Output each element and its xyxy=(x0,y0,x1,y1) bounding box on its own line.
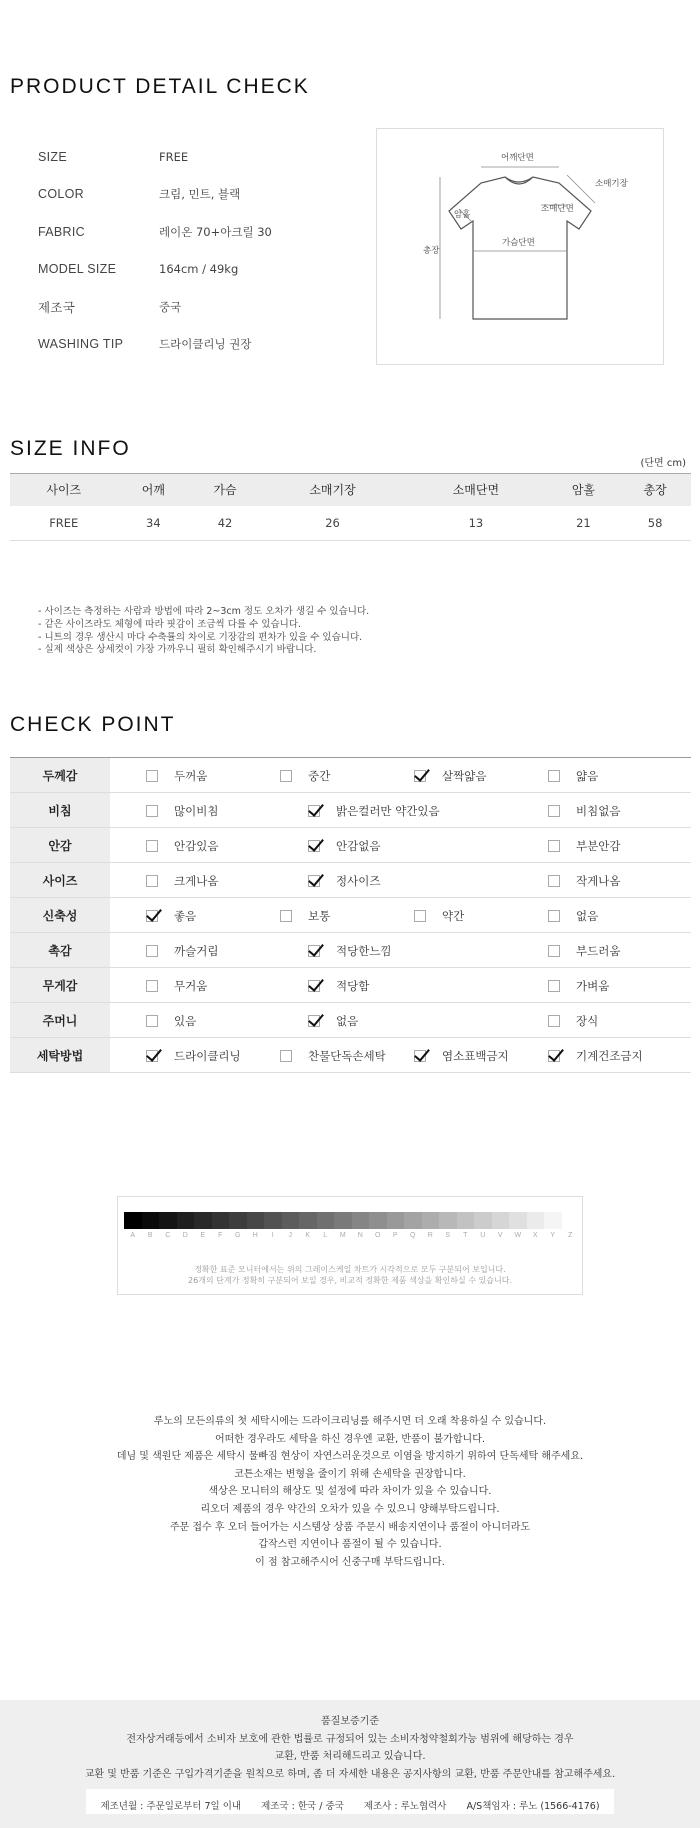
size-cell: 13 xyxy=(404,506,547,541)
notice-line: 데님 및 색원단 제품은 세탁시 물빠짐 현상이 자연스러운것으로 이염을 방지하기 위하여 단독세탁 해주세요. xyxy=(116,1451,584,1463)
gray-letter: X xyxy=(532,1232,538,1239)
detail-row xyxy=(38,326,358,364)
check-point-title: CHECK POINT xyxy=(10,713,176,736)
check-label: 세탁방법 xyxy=(10,1038,110,1072)
detail-row xyxy=(38,288,358,326)
detail-key: MODEL SIZE xyxy=(38,262,117,277)
check-option[interactable] xyxy=(308,968,369,1003)
checked-checkbox-icon[interactable] xyxy=(548,1050,560,1062)
notice-line: 이 점 참고해주시어 신중구매 부탁드립니다. xyxy=(255,1556,445,1568)
gray-letter: T xyxy=(463,1232,468,1239)
size-header-cell: 암홀 xyxy=(548,474,620,506)
gray-letter: C xyxy=(165,1232,171,1239)
diagram-shoulder-label: 어깨단면 xyxy=(501,153,534,163)
unit-label: (단면 cm) xyxy=(640,458,686,469)
gray-letter: E xyxy=(200,1232,206,1239)
gray-swatch xyxy=(527,1212,545,1229)
check-option[interactable] xyxy=(146,793,218,828)
checkbox-icon[interactable] xyxy=(146,1015,158,1027)
checked-checkbox-icon[interactable] xyxy=(308,1015,320,1027)
detail-value: 크림, 민트, 블랙 xyxy=(159,187,241,202)
checkbox-icon[interactable] xyxy=(414,910,426,922)
check-option[interactable] xyxy=(146,933,218,968)
checkbox-icon[interactable] xyxy=(146,840,158,852)
note-line: - 니트의 경우 생산시 마다 수축률의 차이로 기장감의 편차가 있을 수 있습니다. xyxy=(38,631,363,643)
detail-table xyxy=(38,138,358,363)
gray-swatch xyxy=(509,1212,527,1229)
footer-line: 전자상거래등에서 소비자 보호에 관한 법률로 규정되어 있는 소비자청약철회가능 범위에 해당하는 경우 xyxy=(126,1733,574,1745)
gray-letter: W xyxy=(514,1232,522,1239)
gray-swatch xyxy=(247,1212,265,1229)
footer-meta-item: 제조국 : 한국 / 중국 xyxy=(261,1801,344,1812)
checkbox-icon[interactable] xyxy=(146,770,158,782)
size-info-title: SIZE INFO xyxy=(10,437,131,460)
gray-letter: L xyxy=(323,1232,328,1239)
size-table xyxy=(10,473,691,541)
gray-letter: Y xyxy=(550,1232,556,1239)
checkbox-icon[interactable] xyxy=(548,770,560,782)
check-option[interactable] xyxy=(280,758,330,793)
check-label: 무게감 xyxy=(10,968,110,1002)
check-option[interactable] xyxy=(146,828,218,863)
gray-swatch xyxy=(142,1212,160,1229)
gray-letter: Z xyxy=(568,1232,573,1239)
gray-swatch xyxy=(124,1212,142,1229)
size-header-cell: 소매단면 xyxy=(404,474,547,506)
checked-checkbox-icon[interactable] xyxy=(308,980,320,992)
checkbox-icon[interactable] xyxy=(548,980,560,992)
check-option-label: 가벼움 xyxy=(576,978,610,993)
detail-value: 164cm / 49kg xyxy=(159,262,239,277)
gray-letter: P xyxy=(392,1232,398,1239)
size-header-cell: 소매기장 xyxy=(261,474,404,506)
footer-line: 품질보증기준 xyxy=(321,1716,379,1727)
detail-row xyxy=(38,176,358,214)
check-option[interactable] xyxy=(548,863,620,898)
checkbox-icon[interactable] xyxy=(548,840,560,852)
detail-value: FREE xyxy=(159,149,189,164)
size-cell: 58 xyxy=(619,506,691,541)
check-option-label: 정사이즈 xyxy=(336,873,381,888)
size-cell: FREE xyxy=(10,506,118,541)
gray-swatch xyxy=(264,1212,282,1229)
check-option[interactable] xyxy=(308,863,380,898)
check-option-label: 장식 xyxy=(576,1013,599,1028)
grayscale-strip xyxy=(124,1212,579,1229)
gray-swatch xyxy=(562,1212,580,1229)
size-header-cell: 사이즈 xyxy=(10,474,118,506)
check-option[interactable] xyxy=(548,968,609,1003)
gray-letter: V xyxy=(497,1232,503,1239)
checked-checkbox-icon[interactable] xyxy=(308,805,320,817)
gray-letter: K xyxy=(305,1232,311,1239)
checked-checkbox-icon[interactable] xyxy=(308,945,320,957)
check-option-label: 비침없음 xyxy=(576,803,621,818)
checkbox-icon[interactable] xyxy=(146,805,158,817)
gray-letter: G xyxy=(235,1232,241,1239)
check-label: 촉감 xyxy=(10,933,110,967)
checkbox-icon[interactable] xyxy=(548,875,560,887)
checkbox-icon[interactable] xyxy=(280,770,292,782)
checkbox-icon[interactable] xyxy=(146,945,158,957)
checked-checkbox-icon[interactable] xyxy=(146,1050,158,1062)
size-cell: 42 xyxy=(189,506,261,541)
check-option-label: 밝은컬러만 약간있음 xyxy=(336,803,440,818)
gray-swatch xyxy=(387,1212,405,1229)
size-cell: 26 xyxy=(261,506,404,541)
check-option[interactable] xyxy=(548,1038,643,1073)
gray-letter: M xyxy=(339,1232,346,1239)
check-row xyxy=(10,793,691,828)
check-row xyxy=(10,968,691,1003)
gray-swatch xyxy=(474,1212,492,1229)
check-option-label: 약간 xyxy=(442,908,465,923)
size-diagram xyxy=(376,128,664,365)
check-row xyxy=(10,1003,691,1038)
gray-letter: O xyxy=(375,1232,381,1239)
grayscale-note-1: 정확한 표준 모니터에서는 위의 그레이스케일 차트가 시각적으로 모두 구분되어 보입니다. xyxy=(194,1265,506,1274)
checked-checkbox-icon[interactable] xyxy=(414,770,426,782)
gray-swatch xyxy=(229,1212,247,1229)
footer-meta-item: A/S책임자 : 루노 (1566-4176) xyxy=(466,1801,600,1812)
gray-swatch xyxy=(177,1212,195,1229)
grayscale-note-2: 26개의 단계가 정확히 구분되어 보일 경우, 비교적 정확한 제품 색상을 확인하실 수 있습니다. xyxy=(188,1276,512,1285)
checkbox-icon[interactable] xyxy=(548,805,560,817)
check-option-label: 찬물단독손세탁 xyxy=(308,1048,386,1063)
footer xyxy=(0,1700,700,1828)
gray-letter: I xyxy=(271,1232,274,1239)
check-option[interactable] xyxy=(308,828,380,863)
notice-line: 어떠한 경우라도 세탁을 하신 경우엔 교환, 반품이 불가합니다. xyxy=(214,1433,486,1445)
footer-line: 교환 및 반품 기준은 구입가격기준을 원칙으로 하며, 좀 더 자세한 내용은 공지사항의 교환, 반품 주문안내를 참고해주세요. xyxy=(84,1768,616,1780)
gray-letter: J xyxy=(288,1232,292,1239)
detail-key: WASHING TIP xyxy=(38,337,124,352)
gray-swatch xyxy=(159,1212,177,1229)
check-option[interactable] xyxy=(548,933,620,968)
check-row xyxy=(10,828,691,863)
notice-line: 주문 접수 후 오더 들어가는 시스템상 상품 주문시 배송지연이나 품절이 아니더라도 xyxy=(169,1521,531,1533)
notice-line: 리오더 제품의 경우 약간의 오차가 있을 수 있으니 양해부탁드립니다. xyxy=(200,1503,500,1515)
check-label: 주머니 xyxy=(10,1003,110,1037)
diagram-sleeve-length-label: 소매기장 xyxy=(595,179,628,189)
gray-letter: H xyxy=(252,1232,258,1239)
footer-line: 교환, 반품 처리해드리고 있습니다. xyxy=(274,1751,426,1762)
check-option-label: 크게나옴 xyxy=(174,873,219,888)
diagram-length-label: 총장 xyxy=(423,246,440,256)
size-notes xyxy=(38,606,369,657)
care-notice xyxy=(0,1413,700,1571)
notice-line: 갑작스런 지연이나 품절이 될 수 있습니다. xyxy=(258,1539,442,1551)
detail-row xyxy=(38,251,358,289)
check-row xyxy=(10,863,691,898)
detail-value: 중국 xyxy=(159,299,182,314)
detail-key: COLOR xyxy=(38,187,84,202)
check-point-table xyxy=(10,757,691,1073)
check-option[interactable] xyxy=(548,758,598,793)
check-option[interactable] xyxy=(414,1038,509,1073)
check-option-label: 적당함 xyxy=(336,978,370,993)
detail-key: SIZE xyxy=(38,149,67,164)
check-option-label: 두꺼움 xyxy=(174,768,208,783)
gray-swatch xyxy=(544,1212,562,1229)
gray-swatch xyxy=(317,1212,335,1229)
gray-letter: Q xyxy=(410,1232,416,1239)
notice-line: 루노의 모든의류의 첫 세탁시에는 드라이크리닝를 해주시면 더 오래 착용하실 수 있습니다. xyxy=(153,1416,547,1427)
check-option-label: 부분안감 xyxy=(576,838,621,853)
checkbox-icon[interactable] xyxy=(548,1015,560,1027)
check-option-label: 염소표백금지 xyxy=(442,1048,509,1063)
size-header-cell: 어깨 xyxy=(118,474,190,506)
checkbox-icon[interactable] xyxy=(146,875,158,887)
detail-key: 제조국 xyxy=(38,300,76,315)
check-option[interactable] xyxy=(308,793,440,828)
note-line: - 같은 사이즈라도 체형에 따라 핏감이 조금씩 다를 수 있습니다. xyxy=(38,618,302,630)
note-line: - 실제 색상은 상세컷이 가장 가까우니 필히 확인해주시기 바랍니다. xyxy=(38,644,317,656)
detail-row xyxy=(38,138,358,176)
check-option[interactable] xyxy=(414,898,464,933)
check-option-label: 까슬거림 xyxy=(174,943,219,958)
checkbox-icon[interactable] xyxy=(146,980,158,992)
diagram-armhole-label: 암홀 xyxy=(454,210,471,220)
note-line: - 사이즈는 측정하는 사람과 방법에 따라 2~3cm 정도 오차가 생길 수 있습니다. xyxy=(38,606,370,617)
notice-line: 색상은 모니터의 해상도 및 설정에 따라 차이가 있을 수 있습니다. xyxy=(208,1486,492,1498)
check-option-label: 드라이클리닝 xyxy=(174,1048,241,1063)
gray-letter: A xyxy=(130,1232,136,1239)
check-row xyxy=(10,758,691,793)
check-option-label: 좋음 xyxy=(174,908,197,923)
checked-checkbox-icon[interactable] xyxy=(146,910,158,922)
gray-letter: D xyxy=(182,1232,188,1239)
check-option-label: 무거움 xyxy=(174,978,208,993)
footer-meta-item: 제조년월 : 주문일로부터 7일 이내 xyxy=(100,1801,242,1812)
check-label: 비침 xyxy=(10,793,110,827)
detail-value: 드라이클리닝 권장 xyxy=(159,337,252,352)
gray-swatch xyxy=(404,1212,422,1229)
gray-swatch xyxy=(369,1212,387,1229)
gray-letter: U xyxy=(480,1232,486,1239)
check-label: 신축성 xyxy=(10,898,110,932)
checked-checkbox-icon[interactable] xyxy=(414,1050,426,1062)
check-option[interactable] xyxy=(146,968,207,1003)
checkbox-icon[interactable] xyxy=(280,910,292,922)
notice-line: 코튼소재는 변형을 줄이기 위해 손세탁을 권장합니다. xyxy=(234,1468,466,1480)
diagram-sleeve-width-label: 소매단면 xyxy=(541,204,574,214)
check-option[interactable] xyxy=(146,898,196,933)
gray-swatch xyxy=(299,1212,317,1229)
check-option[interactable] xyxy=(146,1038,241,1073)
check-option[interactable] xyxy=(548,793,620,828)
grayscale-chart xyxy=(117,1196,583,1295)
check-option[interactable] xyxy=(146,863,218,898)
check-option[interactable] xyxy=(280,1038,386,1073)
gray-swatch xyxy=(422,1212,440,1229)
check-option-label: 살짝얇음 xyxy=(442,768,487,783)
size-cell: 34 xyxy=(118,506,190,541)
check-label: 안감 xyxy=(10,828,110,862)
detail-key: FABRIC xyxy=(38,224,85,239)
checkbox-icon[interactable] xyxy=(548,945,560,957)
check-option-label: 얇음 xyxy=(576,768,599,783)
gray-swatch xyxy=(492,1212,510,1229)
check-option-label: 부드러움 xyxy=(576,943,621,958)
size-header-cell: 가슴 xyxy=(189,474,261,506)
grayscale-letters xyxy=(124,1232,579,1239)
check-option-label: 기계건조금지 xyxy=(576,1048,643,1063)
check-option[interactable] xyxy=(548,898,598,933)
check-label: 사이즈 xyxy=(10,863,110,897)
check-row xyxy=(10,933,691,968)
gray-letter: R xyxy=(427,1232,433,1239)
checkbox-icon[interactable] xyxy=(548,910,560,922)
gray-letter: N xyxy=(357,1232,363,1239)
gray-swatch xyxy=(352,1212,370,1229)
check-option-label: 있음 xyxy=(174,1013,197,1028)
check-option-label: 적당한느낌 xyxy=(336,943,392,958)
check-option[interactable] xyxy=(146,1003,196,1038)
check-option-label: 없음 xyxy=(576,908,599,923)
footer-meta-item: 제조사 : 루노협력사 xyxy=(363,1801,447,1812)
gray-swatch xyxy=(282,1212,300,1229)
gray-letter: F xyxy=(218,1232,223,1239)
gray-swatch xyxy=(439,1212,457,1229)
gray-letter: S xyxy=(445,1232,451,1239)
detail-row xyxy=(38,213,358,251)
check-option-label: 안감있음 xyxy=(174,838,219,853)
size-header-cell: 총장 xyxy=(619,474,691,506)
check-option-label: 없음 xyxy=(336,1013,359,1028)
check-row xyxy=(10,898,691,933)
check-row xyxy=(10,1038,691,1073)
check-option-label: 안감없음 xyxy=(336,838,381,853)
checked-checkbox-icon[interactable] xyxy=(308,875,320,887)
tshirt-diagram-icon xyxy=(377,129,665,366)
check-label: 두께감 xyxy=(10,758,110,792)
check-option[interactable] xyxy=(548,828,620,863)
check-option[interactable] xyxy=(146,758,207,793)
detail-value: 레이온 70+아크릴 30 xyxy=(159,224,272,239)
product-detail-title: PRODUCT DETAIL CHECK xyxy=(10,75,310,98)
gray-swatch xyxy=(457,1212,475,1229)
check-option[interactable] xyxy=(308,1003,358,1038)
check-option-label: 보통 xyxy=(308,908,331,923)
gray-letter: B xyxy=(147,1232,153,1239)
gray-swatch xyxy=(194,1212,212,1229)
check-option[interactable] xyxy=(548,1003,598,1038)
check-option-label: 작게나옴 xyxy=(576,873,621,888)
checked-checkbox-icon[interactable] xyxy=(308,840,320,852)
size-cell: 21 xyxy=(548,506,620,541)
checkbox-icon[interactable] xyxy=(280,1050,292,1062)
diagram-chest-label: 가슴단면 xyxy=(502,238,535,248)
check-option[interactable] xyxy=(308,933,392,968)
check-option-label: 중간 xyxy=(308,768,331,783)
check-option[interactable] xyxy=(414,758,486,793)
check-option-label: 많이비침 xyxy=(174,803,219,818)
gray-swatch xyxy=(334,1212,352,1229)
check-option[interactable] xyxy=(280,898,330,933)
gray-swatch xyxy=(212,1212,230,1229)
